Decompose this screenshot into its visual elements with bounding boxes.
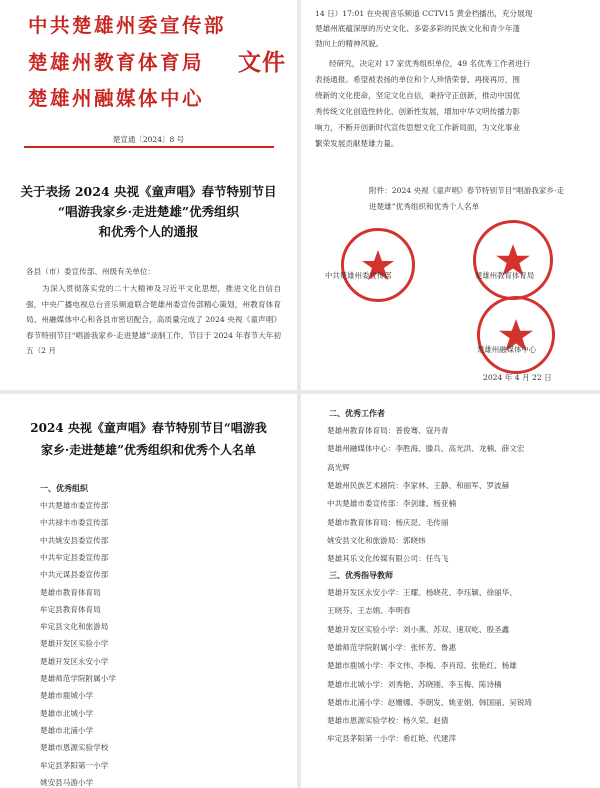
signer-2: 楚雄州教育体育局 xyxy=(475,271,535,280)
org-list-item: 楚雄市鹿城小学 xyxy=(40,691,94,701)
org-list-item: 中共禄丰市委宣传部 xyxy=(40,518,109,528)
org-header-3: 楚雄州融媒体中心 xyxy=(28,87,205,110)
teacher-line: 王晓芬、王志娟、李明春 xyxy=(327,606,411,616)
teacher-line: 楚雄市北浦小学：赵姗娜、李朝发、姚亚娟、韩国丽、吴锐琦 xyxy=(327,697,533,707)
org-header-2: 楚雄州教育体育局 xyxy=(28,51,205,74)
notice-title-line-3: 和优秀个人的通报 xyxy=(98,224,199,239)
worker-line: 楚雄市教育体育局：杨庆昆、毛传丽 xyxy=(327,517,449,527)
worker-line: 楚雄州融媒体中心：李胜海、滕兵、高光洪、龙楠、薛文宏 xyxy=(327,444,525,454)
seal-media-center xyxy=(477,296,555,374)
issue-date: 2024 年 4 月 22 日 xyxy=(483,373,552,382)
org-list-item: 牟定县茅阳第一小学 xyxy=(40,760,109,770)
notice-title-line-2: “唱游我家乡·走进楚雄”优秀组织 xyxy=(57,204,240,219)
body-line: 楚雄州底蕴深厚的历史文化、多姿多彩的民族文化和青少年蓬 xyxy=(315,24,521,33)
org-list-item: 楚雄开发区实验小学 xyxy=(40,639,109,649)
teacher-line: 楚雄开发区实验小学：刘小燕、苏双、速双屹、殷圣鑫 xyxy=(327,624,510,634)
body-line: 响力，不断开创新时代宣传思想文化工作新局面，为文化事业 xyxy=(315,123,521,132)
body-line: 表扬通报。希望被表扬的单位和个人珍惜荣誉、再接再厉，围 xyxy=(315,75,521,84)
teacher-line: 楚雄师范学院附属小学：张怀芳、鲁惠 xyxy=(327,642,457,652)
list-page-right xyxy=(301,394,600,788)
body-line: 繁荣发展贡献楚雄力量。 xyxy=(315,139,399,148)
body-line: 经研究，决定对 17 家优秀组织单位，49 名优秀工作者进行 xyxy=(329,59,531,68)
body-line: 绕新的文化使命，坚定文化自信，秉持守正创新，推动中国优 xyxy=(315,91,521,100)
red-divider xyxy=(24,146,274,148)
org-list-item: 牟定县教育体育局 xyxy=(40,604,101,614)
salutation: 各县（市）委宣传部、州级有关单位： xyxy=(26,267,156,276)
attachment-line-2: 进楚雄”优秀组织和优秀个人名单 xyxy=(369,202,480,211)
list-title-line-1: 2024 央视《童声唱》春节特别节目“唱游我 xyxy=(30,421,267,435)
list-page-left xyxy=(0,394,297,788)
org-list-item: 中共牟定县委宣传部 xyxy=(40,552,109,562)
seal-education-bureau xyxy=(473,220,553,300)
notice-title-line-1: 关于表扬 2024 央视《童声唱》春节特别节目 xyxy=(20,184,277,199)
worker-line: 楚雄州教育体育局：普俊骞、寇丹青 xyxy=(327,426,449,435)
attachment-line-1: 附件：2024 央视《童声唱》春节特别节目“唱游我家乡·走 xyxy=(369,186,565,195)
doc-word: 文件 xyxy=(238,49,286,76)
section-teachers-heading: 三、优秀指导教师 xyxy=(329,570,393,580)
org-list-item: 中共元谋县委宣传部 xyxy=(40,570,109,580)
notice-body: 为深入贯彻落实党的二十大精神及习近平文化思想，推进文化自信自强，中央广播电视总台音乐频道联合楚雄州委宣传部精心策划，州教育体育局、州融媒体中心和各县市密切配合，高质量完成了 2024 央视《童声唱》春节特别节目“唱游我家乡·走进楚雄”录制工作。节目于 2024 年春节大年初五（2 月 xyxy=(26,284,281,355)
org-list-item: 楚雄市北城小学 xyxy=(40,708,94,718)
org-list-item: 中共姚安县委宣传部 xyxy=(40,535,109,545)
notice-page-bottom xyxy=(301,0,600,390)
body-line: 勃向上的精神风貌。 xyxy=(315,39,384,48)
signer-1: 中共楚雄州委宣传部 xyxy=(325,271,392,280)
teacher-line: 楚雄市北城小学：刘秀艳、苏晓刚、李玉梅、陈诗楠 xyxy=(327,679,502,689)
teacher-line: 牟定县茅阳第一小学：希红艳、代建萍 xyxy=(327,734,457,744)
teacher-line: 楚雄市恩源实验学校：杨久荣、赵倩 xyxy=(327,716,449,726)
doc-number: 楚宣通〔2024〕8 号 xyxy=(112,135,185,144)
teacher-line: 楚雄市鹿城小学：李文伟、李梅、李肖琼、张艳红、杨雄 xyxy=(327,661,517,671)
list-title-line-2: 家乡·走进楚雄”优秀组织和优秀个人名单 xyxy=(40,443,257,457)
body-line: 秀传统文化创造性转化、创新性发展，增加中华文明传播力影 xyxy=(315,107,521,116)
seal-propaganda-dept xyxy=(341,228,415,302)
org-list-item: 楚雄市恩源实验学校 xyxy=(40,743,109,753)
worker-line: 楚雄其乐文化传媒有限公司：任鸟飞 xyxy=(327,554,449,564)
teacher-line: 楚雄开发区永安小学：王耀、杨晓花、李珏颖、徐丽华、 xyxy=(327,588,517,597)
org-list-item: 楚雄市北浦小学 xyxy=(40,725,94,735)
org-list-item: 楚雄师范学院附属小学 xyxy=(40,674,116,683)
section-workers-heading: 二、优秀工作者 xyxy=(329,408,385,418)
notice-page-top xyxy=(0,0,297,390)
org-list-item: 楚雄市教育体育局 xyxy=(40,587,101,597)
worker-line: 中共楚雄市委宣传部：李剑雄、杨亚楠 xyxy=(327,499,457,509)
worker-line: 姚安县文化和旅游局：郭晓炜 xyxy=(327,535,426,545)
signer-3: 楚雄州融媒体中心 xyxy=(477,345,537,354)
org-list-item: 楚雄开发区永安小学 xyxy=(40,656,109,666)
section-orgs-heading: 一、优秀组织 xyxy=(40,483,88,493)
body-line: 14 日）17:01 在央视音乐频道 CCTV15 黄金档播出，充分展现 xyxy=(315,9,533,18)
worker-line: 高光辉 xyxy=(327,462,350,472)
org-list-item: 姚安县马游小学 xyxy=(40,777,94,787)
org-list-item: 中共楚雄市委宣传部 xyxy=(40,501,109,510)
org-list-item: 牟定县文化和旅游局 xyxy=(40,622,109,632)
org-header-1: 中共楚雄州委宣传部 xyxy=(28,14,227,37)
worker-line: 楚雄州民族艺术剧院：李家林、王静、和丽军、罗波赫 xyxy=(327,480,510,490)
